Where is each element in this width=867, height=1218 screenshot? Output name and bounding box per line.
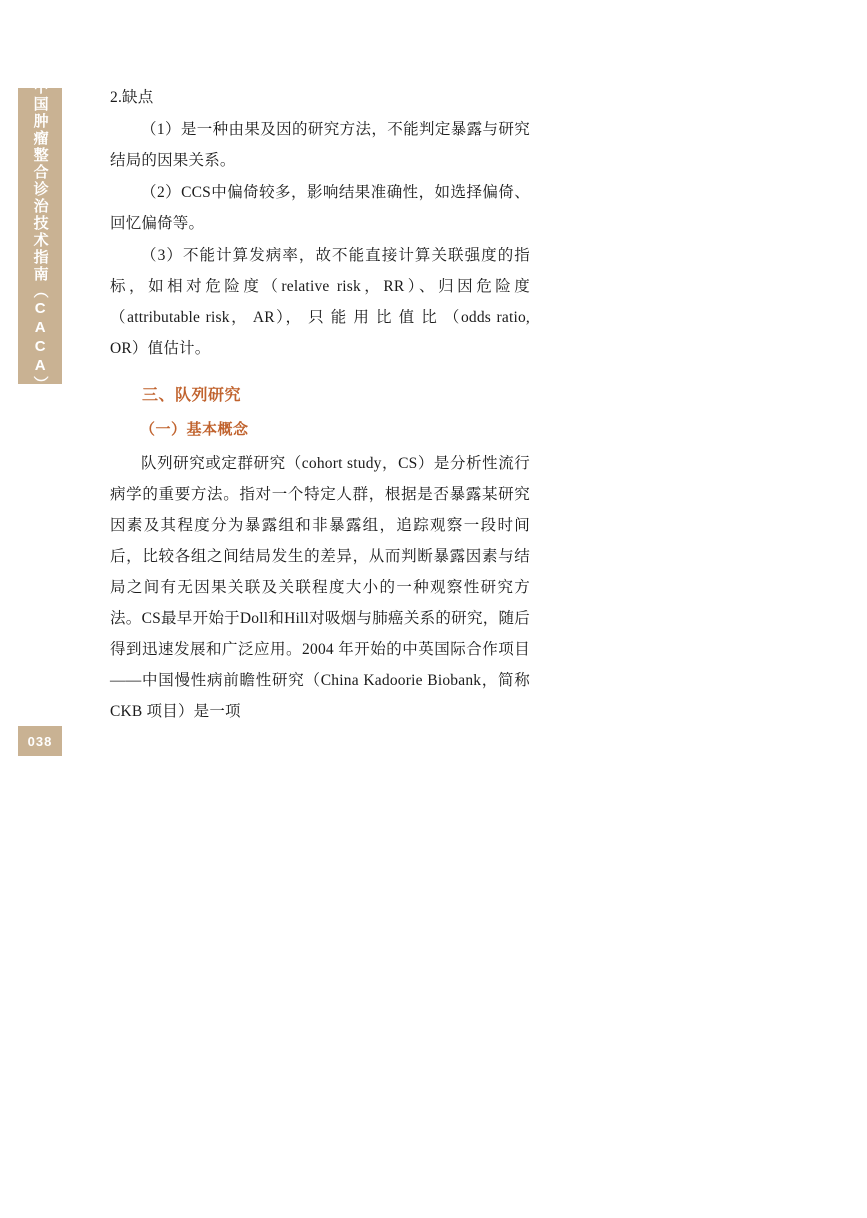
paragraph-cohort-definition: 队列研究或定群研究（cohort study，CS）是分析性流行病学的重要方法。指对一个特定人群，根据是否暴露某研究因素及其程度分为暴露组和非暴露组，追踪观察一段时间后，比较各组之间结局发生的差异，从而判断暴露因素与结局之间有无因果关联及关联程度大小的一种观察性研究方法。CS最早开始于Doll和Hill对吸烟与肺癌关系的研究，随后得到迅速发展和广泛应用。2004 年开始的中英国际合作项目——中国慢性病前瞻性研究（China Kadoorie Biobank，简称 CKB 项目）是一项 xyxy=(110,455,530,720)
running-head-text: 中国肿瘤整合诊治技术指南（CACA） xyxy=(31,79,49,393)
subsection-heading-basic-concepts: （一）基本概念 xyxy=(140,422,249,438)
page-number-text: 038 xyxy=(27,733,53,749)
paragraph-item-1: （1）是一种由果及因的研究方法，不能判定暴露与研究结局的因果关系。 xyxy=(110,121,530,169)
text-column xyxy=(110,82,530,728)
paragraph-item-2: （2）CCS中偏倚较多，影响结果准确性，如选择偏倚、回忆偏倚等。 xyxy=(110,184,530,232)
paragraph-item-3: （3）不能计算发病率，故不能直接计算关联强度的指标，如相对危险度（relative risk，RR）、归因危险度（attributable risk， AR）， 只 能 用 比 值 比 （odds ratio, OR）值估计。 xyxy=(110,247,530,357)
page-number-badge xyxy=(18,726,62,756)
running-head-tab xyxy=(18,79,62,393)
section-heading-cohort-study: 三、队列研究 xyxy=(142,387,242,404)
paragraph-disadvantages-heading: 2.缺点 xyxy=(110,89,154,106)
